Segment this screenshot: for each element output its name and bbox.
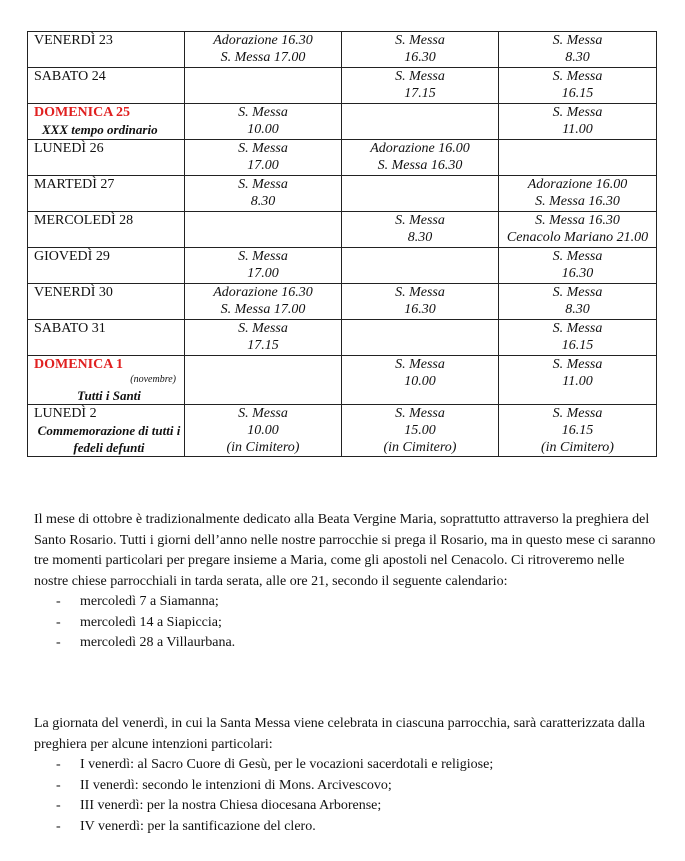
- parish-2-cell: [342, 212, 499, 248]
- parish-2-cell: [342, 248, 499, 284]
- schedule-line: Adorazione 16.30: [213, 33, 313, 48]
- table-row: [28, 405, 657, 457]
- list-item: - III venerdì: per la nostra Chiesa diocesana Arborense;: [34, 796, 659, 817]
- schedule-line: S. Messa: [552, 105, 603, 120]
- schedule-line: Cenacolo Mariano 21.00: [506, 230, 649, 245]
- day-note: (novembre): [130, 374, 176, 385]
- table-row: [28, 356, 657, 405]
- list-item: - I venerdì: al Sacro Cuore di Gesù, per le vocazioni sacerdotali e religiose;: [34, 755, 659, 776]
- parish-3-cell: [499, 176, 657, 212]
- parish-3-cell: [499, 140, 657, 176]
- day-cell: [28, 284, 185, 320]
- schedule-line: S. Messa 16.30: [535, 213, 620, 228]
- day-name: LUNEDÌ 26: [34, 141, 104, 156]
- parish-1-cell: [185, 405, 342, 457]
- schedule-line: 8.30: [250, 194, 276, 209]
- parish-3-cell: [499, 284, 657, 320]
- schedule-line: (in Cimitero): [226, 440, 300, 455]
- table-row: [28, 104, 657, 140]
- schedule-line: S. Messa: [395, 357, 445, 372]
- list-item: - mercoledì 28 a Villaurbana.: [34, 633, 659, 654]
- schedule-line: S. Messa: [552, 249, 603, 264]
- friday-list: [34, 755, 659, 837]
- schedule-line: S. Messa: [552, 69, 603, 84]
- list-item: - mercoledì 14 a Siapiccia;: [34, 613, 659, 634]
- schedule-line: S. Messa: [552, 321, 603, 336]
- schedule-line: S. Messa: [395, 213, 445, 228]
- table-row: [28, 320, 657, 356]
- day-name: LUNEDÌ 2: [34, 406, 97, 421]
- table-row: [28, 248, 657, 284]
- day-cell: [28, 104, 185, 140]
- day-cell: [28, 176, 185, 212]
- parish-3-cell: [499, 405, 657, 457]
- day-name: DOMENICA 1: [34, 357, 124, 372]
- schedule-line: 16.15: [561, 86, 594, 101]
- day-cell: [28, 356, 185, 405]
- parish-3-cell: [499, 320, 657, 356]
- parish-1-cell: [185, 176, 342, 212]
- day-name: DOMENICA 25: [34, 105, 131, 120]
- table-row: [28, 284, 657, 320]
- day-cell: [28, 32, 185, 68]
- list-item: - II venerdì: secondo le intenzioni di Mons. Arcivescovo;: [34, 776, 659, 797]
- schedule-line: (in Cimitero): [541, 440, 614, 455]
- day-name: VENERDÌ 30: [34, 285, 113, 300]
- schedule-line: 8.30: [407, 230, 433, 245]
- parish-2-cell: [342, 405, 499, 457]
- parish-1-cell: [185, 140, 342, 176]
- schedule-line: S. Messa: [552, 33, 603, 48]
- schedule-line: (in Cimitero): [383, 440, 457, 455]
- day-cell: [28, 405, 185, 457]
- table-row: [28, 140, 657, 176]
- schedule-line: 15.00: [404, 423, 436, 438]
- schedule-line: 17.00: [247, 266, 279, 281]
- parish-2-cell: [342, 104, 499, 140]
- day-subtitle: Commemorazione di tutti i fedeli defunti: [37, 423, 181, 455]
- schedule-line: S. Messa: [552, 357, 603, 372]
- parish-2-cell: [342, 176, 499, 212]
- table-row: [28, 212, 657, 248]
- schedule-line: S. Messa: [552, 285, 603, 300]
- parish-2-cell: [342, 284, 499, 320]
- list-item: - mercoledì 7 a Siamanna;: [34, 592, 659, 613]
- day-cell: [28, 320, 185, 356]
- parish-2-cell: [342, 356, 499, 405]
- day-subtitle: Tutti i Santi: [77, 388, 141, 403]
- day-name: GIOVEDÌ 29: [34, 249, 110, 264]
- parish-1-cell: [185, 32, 342, 68]
- parish-1-cell: [185, 104, 342, 140]
- schedule-line: S. Messa: [395, 69, 445, 84]
- schedule-line: 8.30: [565, 50, 590, 65]
- day-name: MARTEDÌ 27: [34, 177, 115, 192]
- table-row: [28, 176, 657, 212]
- schedule-line: S. Messa: [238, 105, 288, 120]
- schedule-line: S. Messa: [238, 321, 288, 336]
- schedule-line: 17.15: [404, 86, 436, 101]
- schedule-line: 16.30: [561, 266, 594, 281]
- october-section: [34, 510, 659, 654]
- parish-1-cell: [185, 356, 342, 405]
- day-subtitle: XXX tempo ordinario: [42, 122, 158, 137]
- schedule-line: 10.00: [247, 423, 279, 438]
- schedule-line: 11.00: [562, 122, 593, 137]
- schedule-line: Adorazione 16.30: [213, 285, 313, 300]
- day-name: SABATO 24: [34, 69, 106, 84]
- schedule-line: S. Messa: [238, 406, 288, 421]
- day-name: VENERDÌ 23: [34, 33, 113, 48]
- schedule-line: S. Messa 17.00: [220, 302, 306, 317]
- schedule-line: S. Messa: [395, 33, 445, 48]
- schedule-line: 10.00: [247, 122, 279, 137]
- schedule-line: 17.15: [247, 338, 279, 353]
- parish-3-cell: [499, 248, 657, 284]
- schedule-line: Adorazione 16.00: [370, 141, 470, 156]
- schedule-line: 11.00: [562, 374, 593, 389]
- schedule-line: 16.15: [561, 423, 594, 438]
- parish-1-cell: [185, 248, 342, 284]
- schedule-line: S. Messa: [238, 177, 288, 192]
- schedule-line: 10.00: [404, 374, 436, 389]
- schedule-line: S. Messa 16.30: [535, 194, 620, 209]
- parish-1-cell: [185, 68, 342, 104]
- parish-2-cell: [342, 68, 499, 104]
- table-row: [28, 32, 657, 68]
- day-cell: [28, 68, 185, 104]
- parish-2-cell: [342, 320, 499, 356]
- parish-1-cell: [185, 284, 342, 320]
- parish-3-cell: [499, 212, 657, 248]
- rosary-list: [34, 592, 659, 654]
- schedule-line: S. Messa: [395, 285, 445, 300]
- parish-2-cell: [342, 32, 499, 68]
- schedule-line: 16.30: [404, 50, 436, 65]
- schedule-line: S. Messa: [238, 249, 288, 264]
- parish-1-cell: [185, 212, 342, 248]
- friday-section: [34, 714, 659, 837]
- rosary-paragraph: Il mese di ottobre è tradizionalmente dedicato alla Beata Vergine Maria, soprattutto attraverso la preghiera del Santo Rosario. Tutti i giorni dell’anno nelle nostre parrocchie si prega il Rosario, ma in questo mese ci saranno tre momenti particolari per pregare insieme a Maria, come gli apostoli nel Cenacolo. Ci ritroveremo nelle nostre chiese parrocchiali in tarda serata, alle ore 21, secondo il seguente calendario:: [34, 512, 656, 589]
- schedule-line: 8.30: [565, 302, 590, 317]
- day-cell: [28, 140, 185, 176]
- friday-paragraph: La giornata del venerdì, in cui la Santa Messa viene celebrata in ciascuna parrocchia, sarà caratterizzata dalla preghiera per alcune intenzioni particolari:: [34, 716, 646, 752]
- parish-3-cell: [499, 32, 657, 68]
- schedule-line: 16.15: [561, 338, 594, 353]
- schedule-line: 17.00: [247, 158, 279, 173]
- parish-2-cell: [342, 140, 499, 176]
- list-item: - IV venerdì: per la santificazione del clero.: [34, 817, 659, 838]
- day-name: SABATO 31: [34, 321, 106, 336]
- table-row: [28, 68, 657, 104]
- parish-1-cell: [185, 320, 342, 356]
- schedule-line: Adorazione 16.00: [527, 177, 628, 192]
- schedule-line: S. Messa 16.30: [377, 158, 463, 173]
- parish-3-cell: [499, 356, 657, 405]
- day-name: MERCOLEDÌ 28: [34, 213, 134, 228]
- parish-3-cell: [499, 68, 657, 104]
- day-cell: [28, 212, 185, 248]
- schedule-line: S. Messa: [238, 141, 288, 156]
- schedule-line: S. Messa 17.00: [220, 50, 306, 65]
- schedule-line: 16.30: [404, 302, 436, 317]
- schedule-line: S. Messa: [552, 406, 603, 421]
- day-cell: [28, 248, 185, 284]
- parish-3-cell: [499, 104, 657, 140]
- schedule-line: S. Messa: [395, 406, 445, 421]
- schedule-table: [27, 31, 657, 457]
